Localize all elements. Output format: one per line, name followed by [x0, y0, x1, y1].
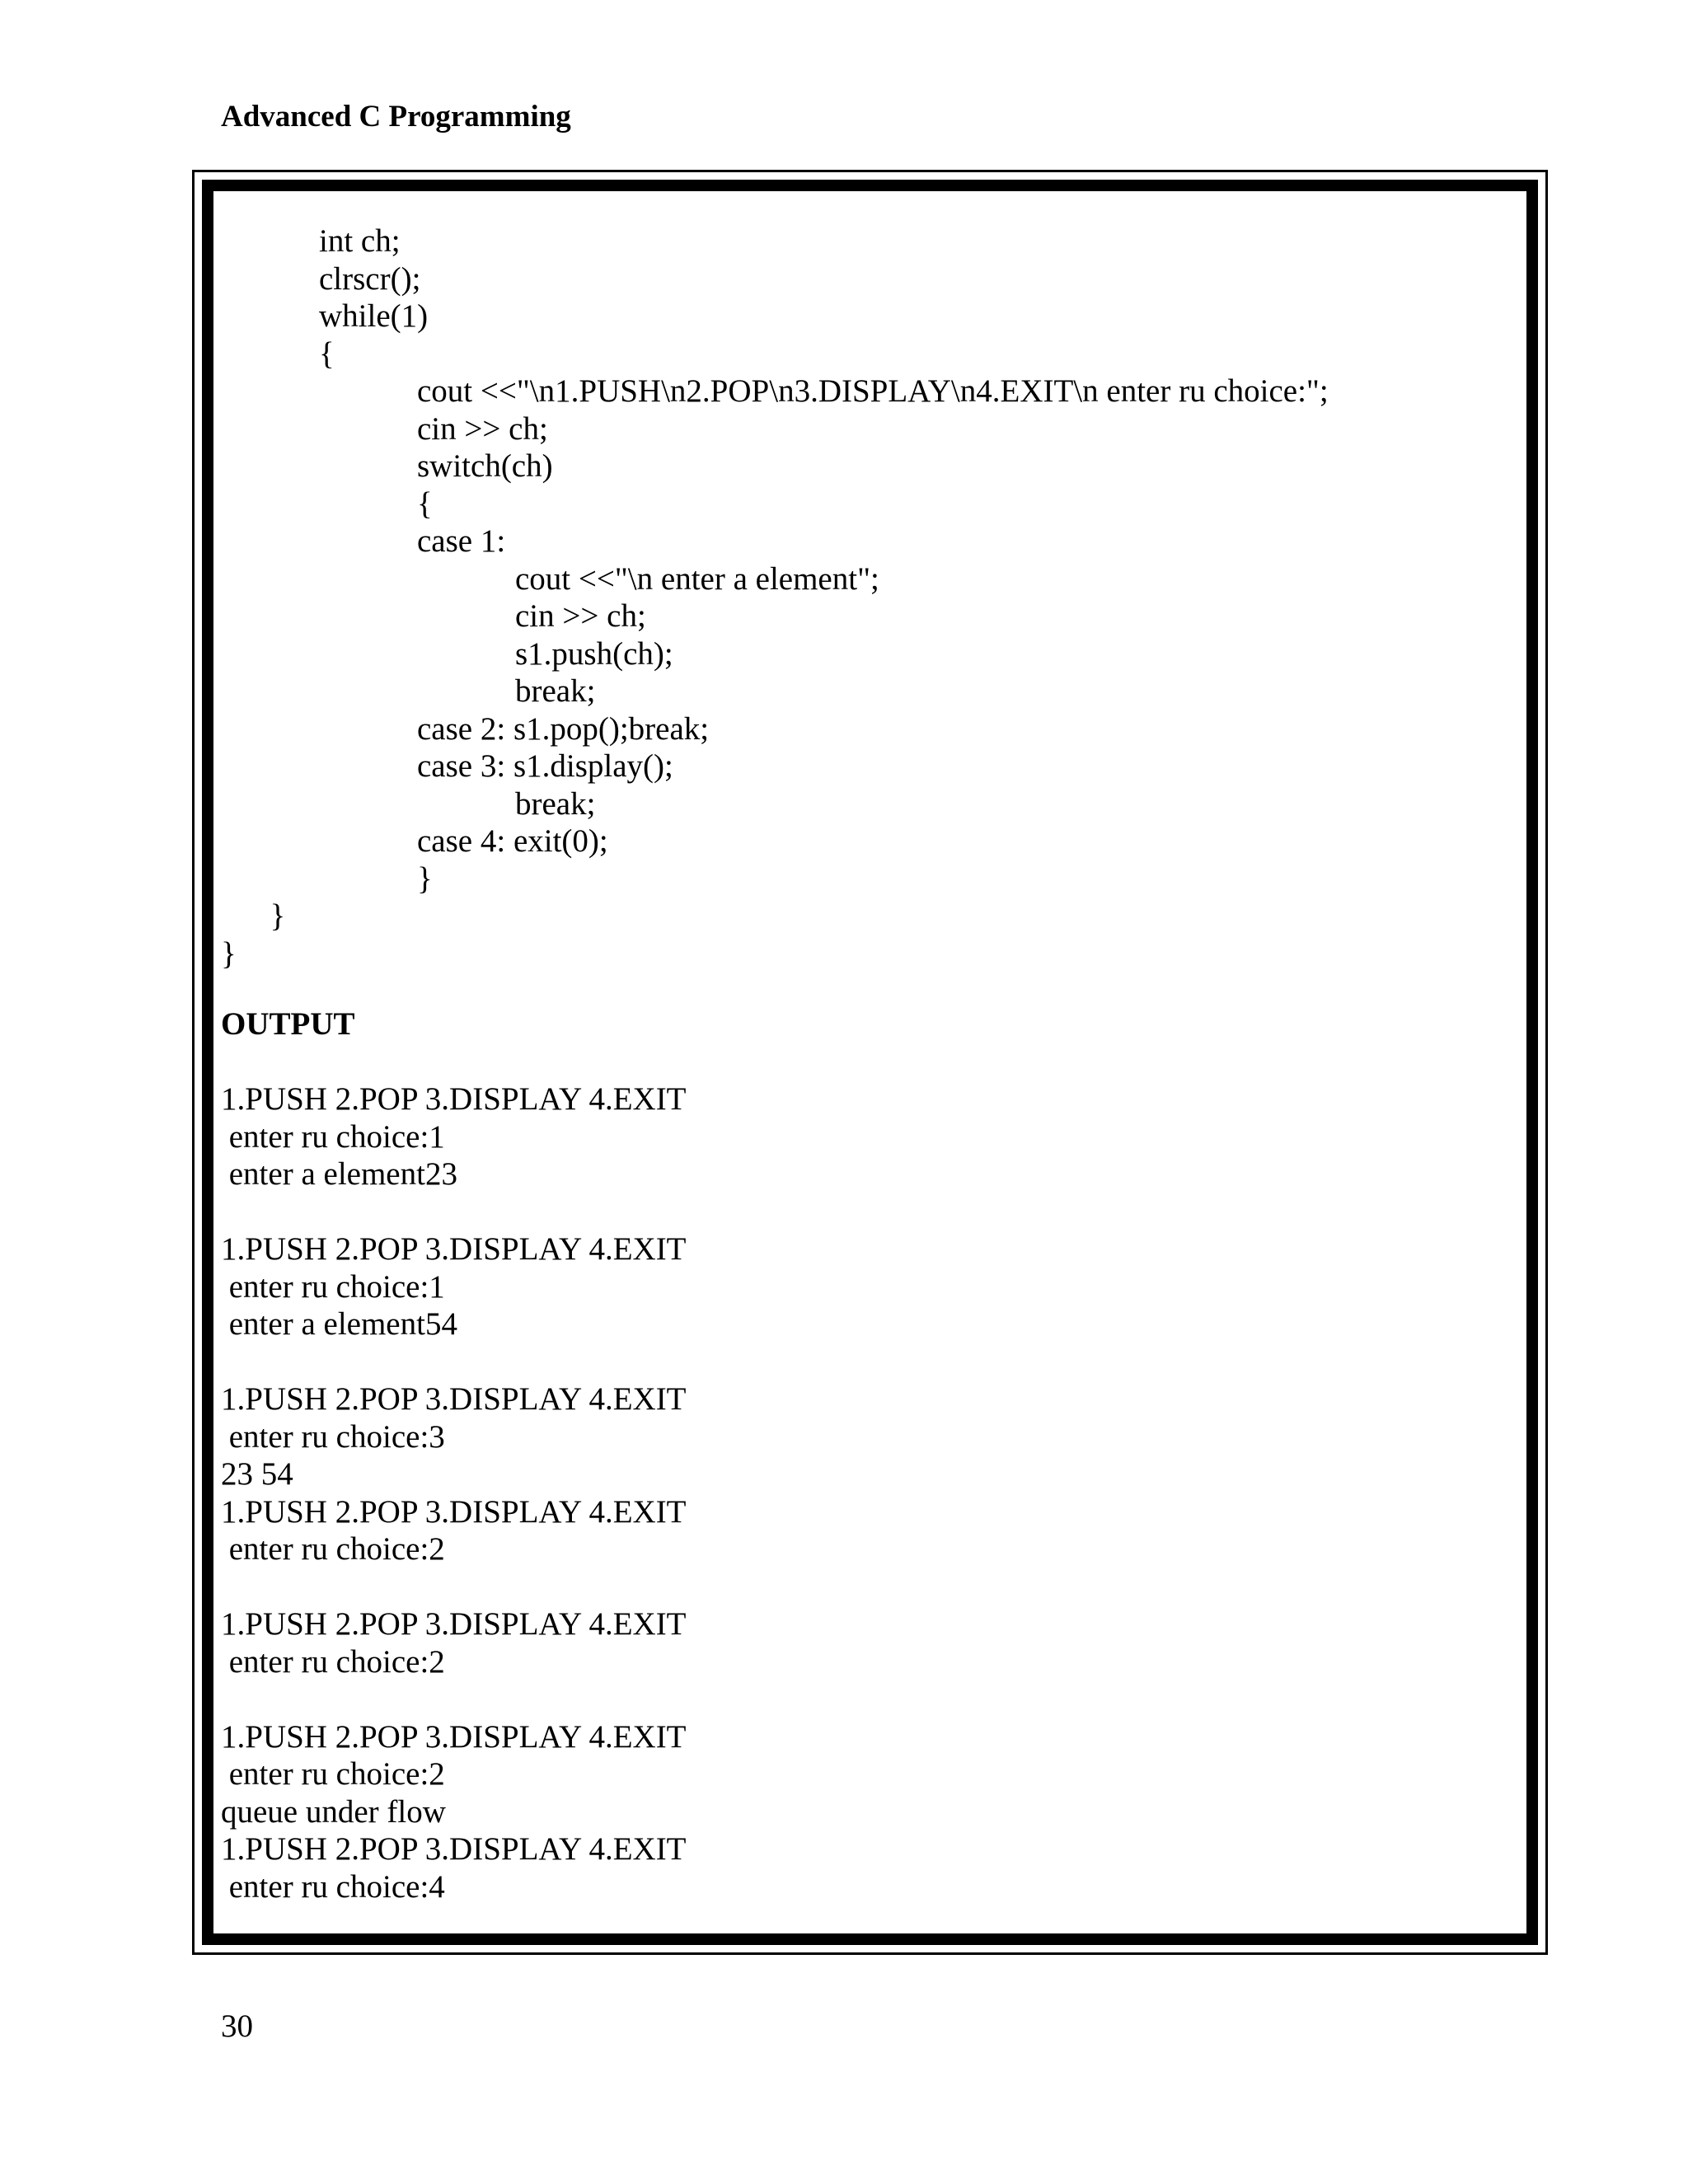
output-line: 1.PUSH 2.POP 3.DISPLAY 4.EXIT — [221, 1381, 687, 1417]
output-line: 1.PUSH 2.POP 3.DISPLAY 4.EXIT — [221, 1493, 687, 1530]
output-line: enter a element54 — [221, 1306, 457, 1342]
output-line: enter ru choice:2 — [221, 1756, 445, 1792]
running-header-title: Advanced C Programming — [221, 100, 571, 134]
output-line: 1.PUSH 2.POP 3.DISPLAY 4.EXIT — [221, 1081, 687, 1117]
code-line: cin >> ch; — [515, 598, 646, 634]
output-line: enter ru choice:2 — [221, 1531, 445, 1567]
output-blank-line — [0, 1680, 1688, 1718]
code-line: } — [270, 898, 286, 934]
output-line: enter a element23 — [221, 1156, 457, 1192]
code-line: break; — [515, 785, 596, 822]
code-line: { — [417, 485, 433, 522]
code-line: case 4: exit(0); — [417, 823, 608, 859]
output-blank-line — [0, 1568, 1688, 1606]
output-line: 1.PUSH 2.POP 3.DISPLAY 4.EXIT — [221, 1718, 687, 1755]
code-line: cin >> ch; — [417, 410, 548, 447]
output-line: enter ru choice:1 — [221, 1268, 445, 1305]
output-line: 1.PUSH 2.POP 3.DISPLAY 4.EXIT — [221, 1831, 687, 1867]
code-line: case 2: s1.pop();break; — [417, 710, 710, 747]
page-number: 30 — [221, 2008, 253, 2044]
code-line: clrscr(); — [319, 260, 421, 297]
code-line: } — [417, 860, 433, 897]
code-line: cout <<"\n1.PUSH\n2.POP\n3.DISPLAY\n4.EXIT\n enter ru choice:"; — [417, 373, 1329, 409]
code-line: case 3: s1.display(); — [417, 748, 673, 784]
code-line: break; — [515, 673, 596, 709]
code-line: s1.push(ch); — [515, 635, 673, 672]
output-blank-line — [0, 1343, 1688, 1381]
code-line: case 1: — [417, 523, 506, 559]
code-line: switch(ch) — [417, 448, 553, 484]
output-line: enter ru choice:3 — [221, 1418, 445, 1455]
code-line: } — [221, 935, 237, 972]
code-listing — [0, 223, 1688, 972]
code-line: { — [319, 335, 335, 372]
output-heading: OUTPUT — [221, 1006, 355, 1042]
output-line: 1.PUSH 2.POP 3.DISPLAY 4.EXIT — [221, 1606, 687, 1642]
code-line: while(1) — [319, 298, 429, 334]
output-line: 23 54 — [221, 1456, 293, 1492]
output-line: enter ru choice:2 — [221, 1643, 445, 1680]
output-line: 1.PUSH 2.POP 3.DISPLAY 4.EXIT — [221, 1231, 687, 1267]
output-blank-line — [0, 1193, 1688, 1231]
output-line: enter ru choice:1 — [221, 1118, 445, 1155]
code-line: cout <<"\n enter a element"; — [515, 560, 879, 597]
output-line: queue under flow — [221, 1793, 446, 1830]
code-line: int ch; — [319, 223, 401, 259]
program-output — [0, 1080, 1688, 1905]
output-line: enter ru choice:4 — [221, 1868, 445, 1905]
